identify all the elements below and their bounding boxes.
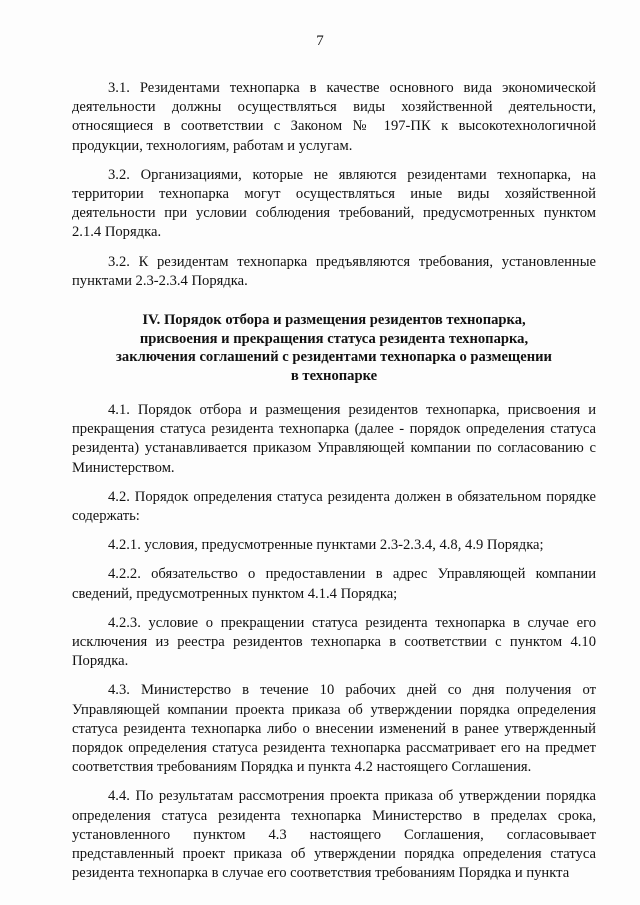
paragraph-4-2: 4.2. Порядок определения статуса резидента должен в обязательном порядке содержать: <box>72 488 596 525</box>
paragraph-4-2-1: 4.2.1. условия, предусмотренные пунктами 2.3-2.3.4, 4.8, 4.9 Порядка; <box>108 537 544 554</box>
section-heading-line: IV. Порядок отбора и размещения резидентов технопарка, <box>142 312 526 329</box>
page-number: 7 <box>316 33 324 49</box>
paragraph-4-1: 4.1. Порядок отбора и размещения резидентов технопарка, присвоения и прекращения статуса резидента технопарка (далее - порядок определения статуса резидента) устанавливается приказом Управляющей компании по согласованию с Министерством. <box>72 402 596 476</box>
section-heading-line: присвоения и прекращения статуса резидента технопарка, <box>139 330 529 347</box>
section-heading-iv <box>72 311 596 385</box>
document-body <box>72 79 596 894</box>
paragraph-4-3: 4.3. Министерство в течение 10 рабочих дней со дня получения от Управляющей компании проекта приказа об утверждении порядка определения статуса резидента технопарка либо о внесении изменений в ранее утвержденный порядок определения статуса резидента технопарка рассматривает его на предмет соответствия требованиям Порядка и пункта 4.2 настоящего Соглашения. <box>72 682 596 776</box>
section-heading-line: в технопарке <box>290 367 378 384</box>
section-heading-line: заключения соглашений с резидентами технопарка о размещении <box>116 349 552 366</box>
paragraph-4-2-2: 4.2.2. обязательство о предоставлении в адрес Управляющей компании сведений, предусмотренных пунктом 4.1.4 Порядка; <box>72 566 596 602</box>
paragraph-3-2-requirements: 3.2. К резидентам технопарка предъявляются требования, установленные пунктами 2.3-2.3.4 Порядка. <box>72 253 596 289</box>
paragraph-3-1: 3.1. Резидентами технопарка в качестве основного вида экономической деятельности должны осуществляться виды хозяйственной деятельности, относящиеся в соответствии с Законом № 197-ПК к высокотехнологичной продукции, технологиям, работам и услугам. <box>72 80 596 154</box>
paragraph-4-2-3: 4.2.3. условие о прекращении статуса резидента технопарка в случае его исключения из реестра резидентов технопарка в соответствии с пунктом 4.10 Порядка. <box>72 614 596 670</box>
paragraph-3-2: 3.2. Организациями, которые не являются резидентами технопарка, на территории технопарка могут осуществляться иные виды хозяйственной деятельности при условии соблюдения требований, предусмотренных пунктом 2.1.4 Порядка. <box>72 166 596 241</box>
paragraph-4-4: 4.4. По результатам рассмотрения проекта приказа об утверждении порядка определения статуса резидента технопарка Министерство в пределах срока, установленного пунктом 4.3 настоящего Соглашения, согласовывает представленный проект приказа об утверждении порядка определения статуса резидента технопарка в случае его соответствия требованиям Порядка и пункта <box>72 788 596 882</box>
